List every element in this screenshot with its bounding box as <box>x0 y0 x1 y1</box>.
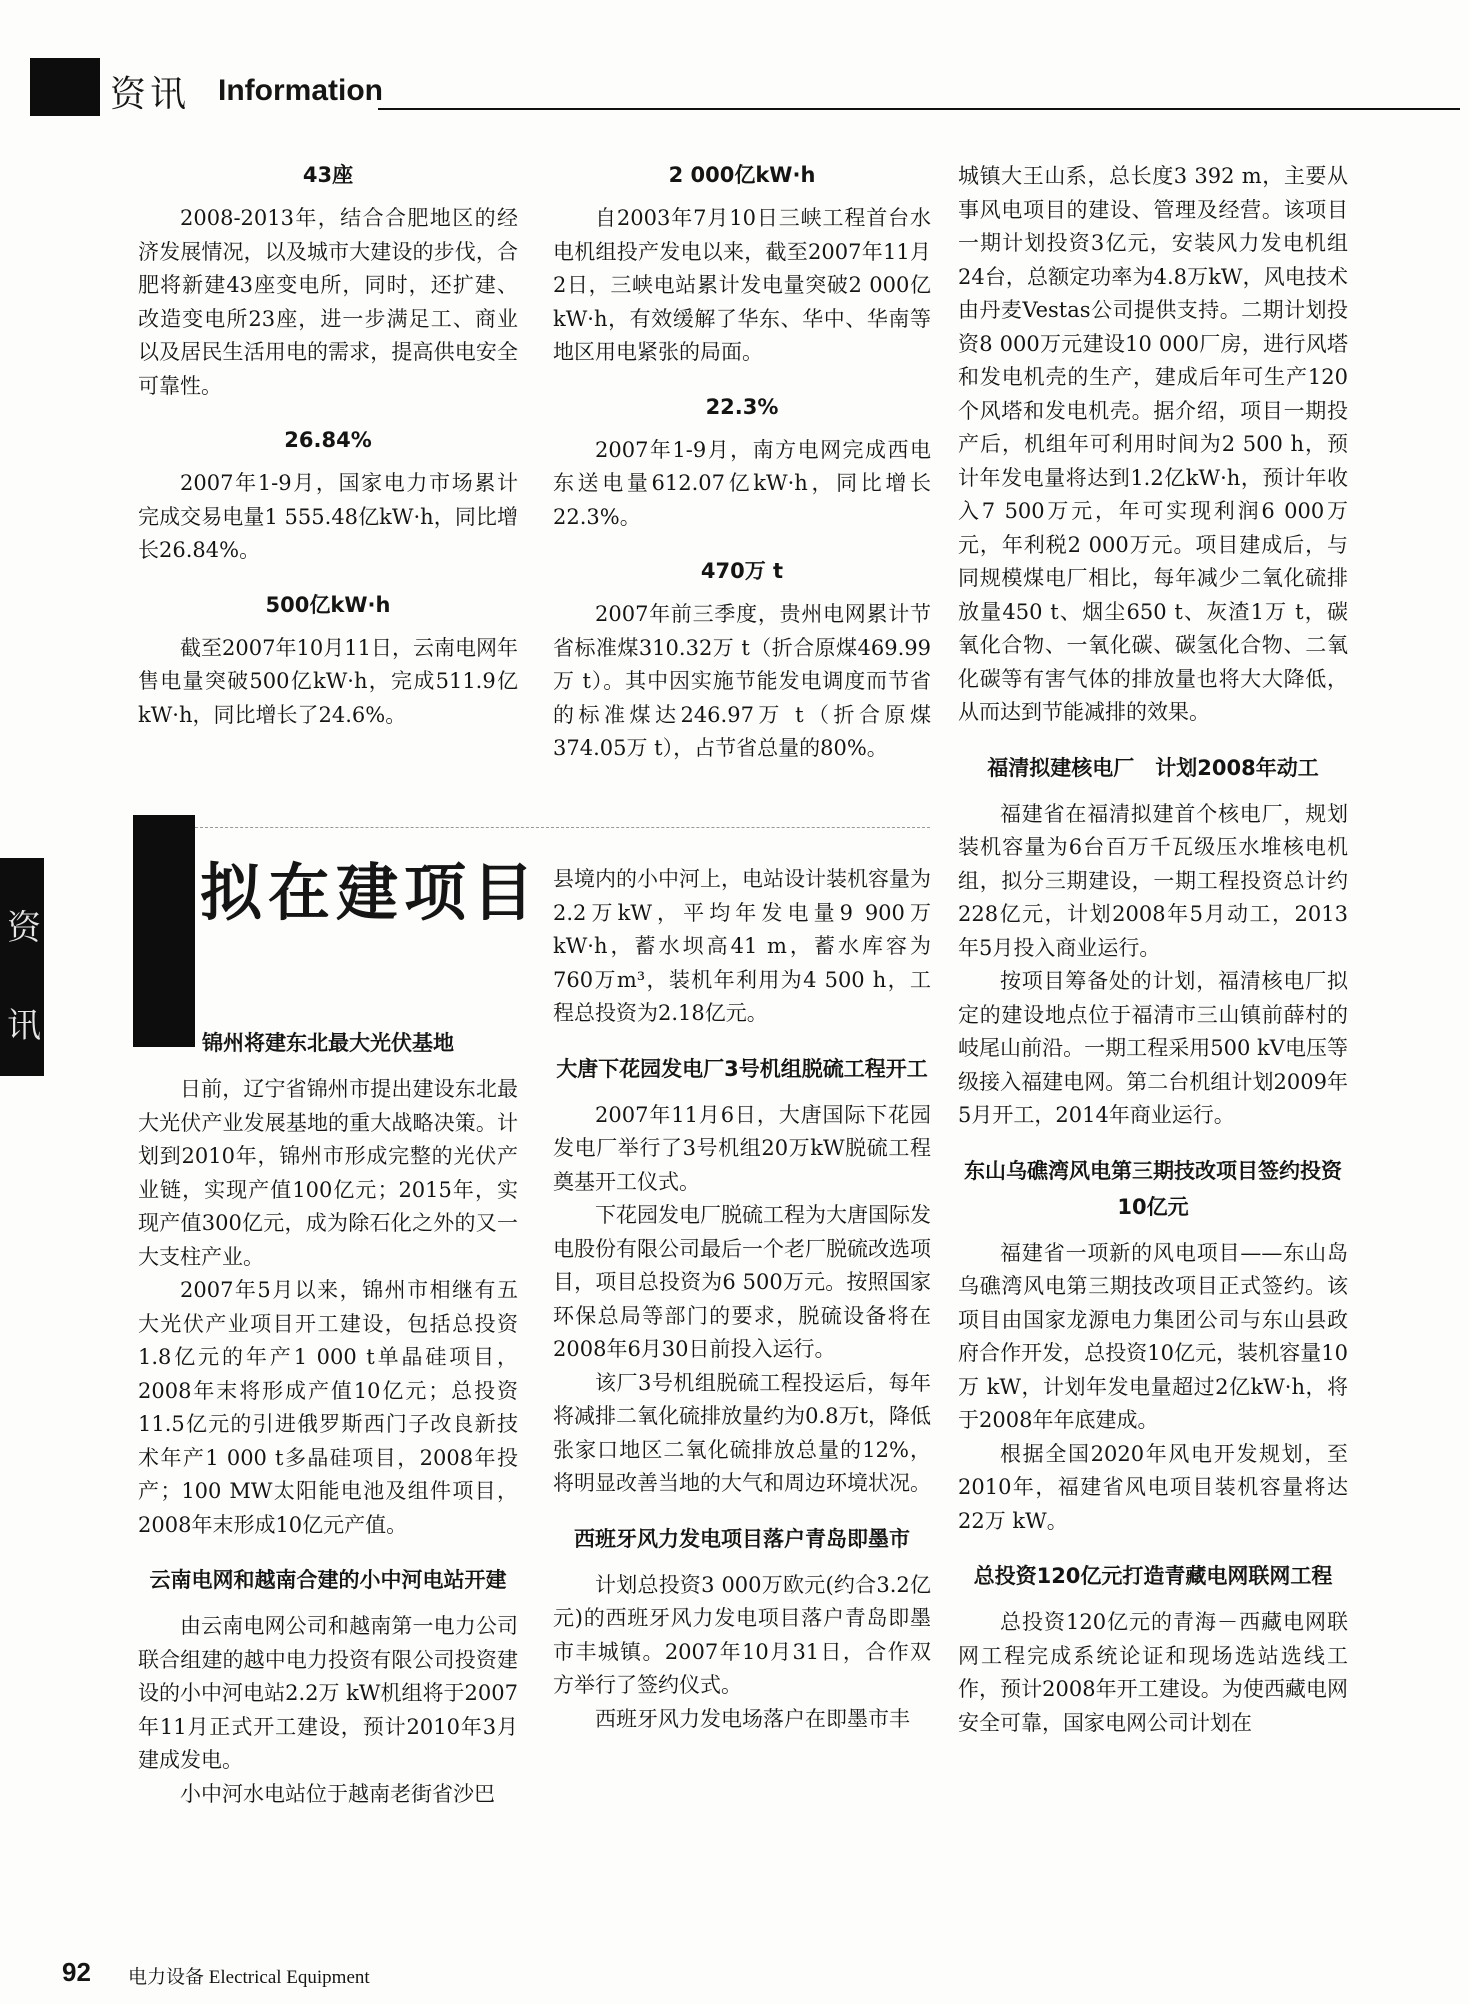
article-paragraph: 该厂3号机组脱硫工程投运后，每年将减排二氧化硫排放量约为0.8万t，降低张家口地区二氧化硫排放总量的12%，将明显改善当地的大气和周边环境状况。 <box>553 1370 931 1495</box>
article-headline: 东山乌礁湾风电第三期技改项目签约投资10亿元 <box>964 1158 1342 1219</box>
article-paragraph: 日前，辽宁省锦州市提出建设东北最大光伏产业发展基地的重大战略决策。计划到2010年，锦州市形成完整的光伏产业链，实现产值100亿元；2015年，实现产值300亿元，成为除石化之外的又一大支柱产业。 <box>138 1077 518 1269</box>
article-paragraph: 根据全国2020年风电开发规划，至2010年，福建省风电项目装机容量将达22万 kW。 <box>958 1441 1348 1533</box>
journal-name: 电力设备 Electrical Equipment <box>128 1967 370 1988</box>
article-headline: 总投资120亿元打造青藏电网联网工程 <box>973 1564 1333 1588</box>
section-marker-block <box>30 58 100 116</box>
article-paragraph: 自2003年7月10日三峡工程首台水电机组投产发电以来，截至2007年11月2日，三峡电站累计发电量突破2 000亿kW·h，有效缓解了华东、华中、华南等地区用电紧张的局面。 <box>553 206 931 364</box>
bottom-column-1 <box>138 1025 518 1811</box>
article-paragraph: 小中河水电站位于越南老街省沙巴 <box>180 1781 495 1806</box>
right-column <box>958 160 1348 1740</box>
article-paragraph: 按项目筹备处的计划，福清核电厂拟定的建设地点位于福清市三山镇前薛村的岐尾山前沿。一期工程采用500 kV电压等级接入福建电网。第二台机组计划2009年5月开工，2014年商业运行。 <box>958 969 1348 1127</box>
article-paragraph: 2008-2013年，结合合肥地区的经济发展情况，以及城市大建设的步伐，合肥将新建43座变电所，同时，还扩建、改造变电所23座，进一步满足工、商业以及居民生活用电的需求，提高供电安全可靠性。 <box>138 206 518 398</box>
article-paragraph: 城镇大王山系，总长度3 392 m，主要从事风电项目的建设、管理及经营。该项目一期计划投资3亿元，安装风力发电机组24台，总额定功率为4.8万kW，风电技术由丹麦Vestas公司提供支持。二期计划投资8 000万元建设10 000厂房，进行风塔和发电机壳的生产，建成后年可生产120个风塔和发电机壳。据介绍，项目一期投产后，机组年可利用时间为2 500 h，预计年发电量将达到1.2亿kW·h，预计年收入7 500万元，年可实现利润6 000万元，年利税2 000万元。项目建成后，与同规模煤电厂相比，每年减少二氧化硫排放量450 t、烟尘650 t、灰渣1万 t，碳氧化合物、一氧化碳、碳氢化合物、二氧化碳等有害气体的排放量也将大大降低，从而达到节能减排的效果。 <box>958 164 1348 724</box>
top-column-2 <box>553 160 931 766</box>
stat-heading: 2 000亿kW·h <box>668 163 816 187</box>
article-paragraph: 县境内的小中河上，电站设计装机容量为2.2万kW，平均年发电量9 900万kW·h，蓄水坝高41 m，蓄水库容为760万m³，装机年利用为4 500 h，工程总投资为2.18亿元。 <box>553 867 931 1025</box>
top-column-1 <box>138 160 518 732</box>
article-paragraph: 福建省在福清拟建首个核电厂，规划装机容量为6台百万千瓦级压水堆核电机组，拟分三期建设，一期工程投资总计约228亿元，计划2008年5月动工，2013年5月投入商业运行。 <box>958 801 1348 960</box>
article-headline: 锦州将建东北最大光伏基地 <box>202 1031 454 1055</box>
article-paragraph: 由云南电网公司和越南第一电力公司联合组建的越中电力投资有限公司投资建设的小中河电站2.2万 kW机组将于2007年11月正式开工建设，预计2010年3月建成发电。 <box>138 1614 518 1772</box>
article-headline: 福清拟建核电厂 计划2008年动工 <box>987 755 1319 780</box>
article-paragraph: 2007年前三季度，贵州电网累计节省标准煤310.32万 t（折合原煤469.99万 t）。其中因实施节能发电调度而节省的标准煤达246.97万 t（折合原煤374.05万 t），占节省总量的80%。 <box>553 602 931 760</box>
header-rule <box>378 108 1460 110</box>
stat-heading: 26.84% <box>284 428 372 452</box>
page-number: 92 <box>62 1957 91 1987</box>
article-paragraph: 计划总投资3 000万欧元(约合3.2亿元)的西班牙风力发电项目落户青岛即墨市丰城镇。2007年10月31日，合作双方举行了签约仪式。 <box>553 1572 931 1697</box>
stat-heading: 43座 <box>302 163 354 187</box>
article-paragraph: 2007年1-9月，南方电网完成西电东送电量612.07亿kW·h，同比增长22.3%。 <box>553 437 931 529</box>
section-title-cn: 资讯 <box>110 74 191 115</box>
article-headline: 西班牙风力发电项目落户青岛即墨市 <box>574 1526 910 1551</box>
article-paragraph: 2007年5月以来，锦州市相继有五大光伏产业项目开工建设，包括总投资1.8亿元的年产1 000 t单晶硅项目，2008年末将形成产值10亿元；总投资11.5亿元的引进俄罗斯西门子改良新技术年产1 000 t多晶硅项目，2008年投产；100 MW太阳能电池及组件项目，2008年末形成10亿元产值。 <box>138 1278 518 1537</box>
stat-heading: 500亿kW·h <box>265 592 391 617</box>
bottom-column-2 <box>553 863 931 1736</box>
article-headline: 云南电网和越南合建的小中河电站开建 <box>149 1568 507 1592</box>
section-title-bar <box>133 815 195 1047</box>
stat-heading: 22.3% <box>705 394 779 419</box>
article-paragraph: 总投资120亿元的青海－西藏电网联网工程完成系统论证和现场选站选线工作，预计2008年开工建设。为使西藏电网安全可靠，国家电网公司计划在 <box>958 1610 1348 1735</box>
section-title-en: Information <box>218 74 383 107</box>
stat-heading: 470万 t <box>700 559 784 583</box>
side-tab-char-1: 资 <box>7 908 41 948</box>
section-title: 拟在建项目 <box>200 856 541 929</box>
side-tab-char-2: 讯 <box>7 1006 41 1046</box>
article-paragraph: 福建省一项新的风电项目——东山岛乌礁湾风电第三期技改项目正式签约。该项目由国家龙源电力集团公司与东山县政府合作开发，总投资10亿元，装机容量10万 kW，计划年发电量超过2亿kW·h，将于2008年年底建成。 <box>958 1240 1348 1432</box>
article-paragraph: 截至2007年10月11日，云南电网年售电量突破500亿kW·h，完成511.9亿kW·h，同比增长了24.6%。 <box>138 635 518 727</box>
article-paragraph: 2007年1-9月，国家电力市场累计完成交易电量1 555.48亿kW·h，同比增长26.84%。 <box>138 471 518 562</box>
article-headline: 大唐下花园发电厂3号机组脱硫工程开工 <box>556 1056 928 1081</box>
section-divider <box>190 827 930 828</box>
article-paragraph: 下花园发电厂脱硫工程为大唐国际发电股份有限公司最后一个老厂脱硫改选项目，项目总投资为6 500万元。按照国家环保总局等部门的要求，脱硫设备将在2008年6月30日前投入运行。 <box>553 1203 931 1361</box>
article-paragraph: 西班牙风力发电场落户在即墨市丰 <box>595 1706 910 1731</box>
article-paragraph: 2007年11月6日，大唐国际下花园发电厂举行了3号机组20万kW脱硫工程奠基开工仪式。 <box>553 1102 931 1194</box>
